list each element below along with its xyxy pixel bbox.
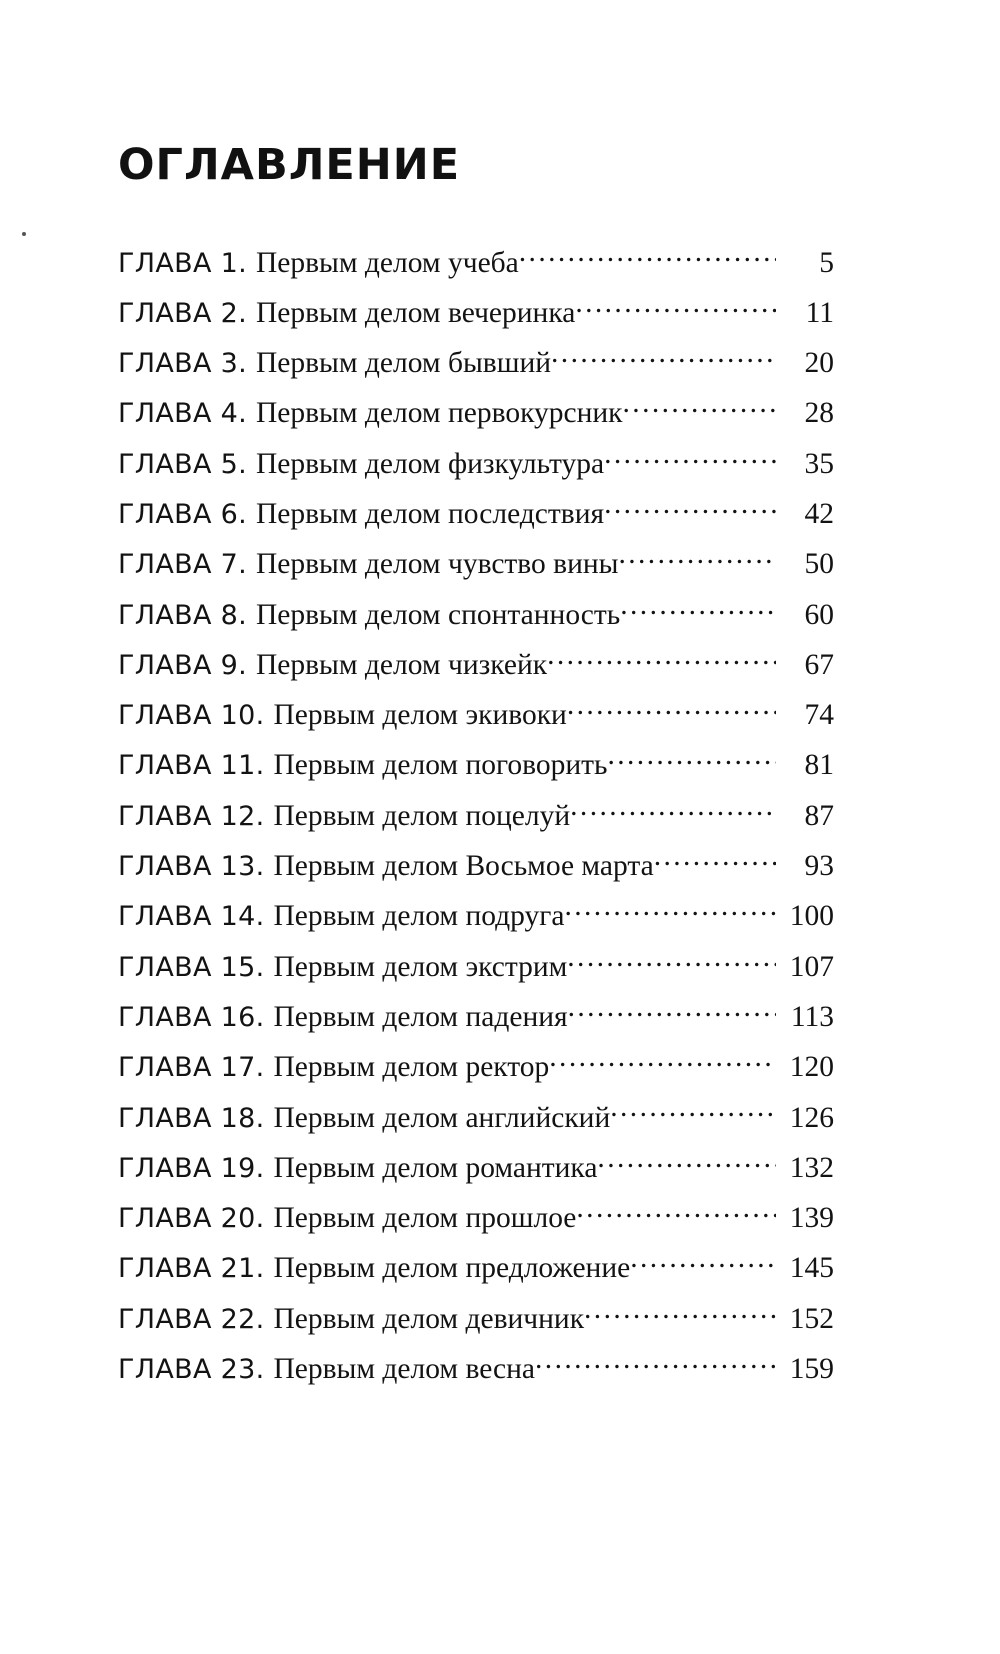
toc-chapter-label: ГЛАВА 9. <box>118 649 247 681</box>
toc-entry[interactable] <box>118 947 834 997</box>
toc-chapter-title: Первым делом Восьмое марта <box>273 850 654 883</box>
toc-chapter-title: Первым делом падения <box>273 1000 568 1033</box>
toc-page-number: 50 <box>804 548 834 581</box>
toc-chapter-title: Первым делом весна <box>273 1353 536 1386</box>
toc-chapter-label: ГЛАВА 10. <box>118 700 265 732</box>
toc-page-number: 60 <box>804 598 834 631</box>
toc-dot-leader <box>568 997 776 1026</box>
toc-dot-leader <box>607 746 776 775</box>
toc-entry[interactable] <box>118 444 834 494</box>
toc-entry[interactable] <box>118 897 834 947</box>
toc-dot-leader <box>654 847 776 876</box>
toc-page-number: 139 <box>789 1202 834 1235</box>
toc-chapter-label: ГЛАВА 11. <box>118 750 265 782</box>
toc-chapter-title: Первым делом ректор <box>273 1051 550 1084</box>
toc-chapter-title: Первым делом спонтанность <box>255 598 621 631</box>
toc-entry[interactable] <box>118 344 834 394</box>
toc-entry[interactable] <box>118 293 834 343</box>
toc-chapter-title: Первым делом прошлое <box>273 1202 577 1235</box>
toc-dot-leader <box>519 243 776 272</box>
toc-chapter-label: ГЛАВА 17. <box>118 1052 265 1084</box>
toc-chapter-label: ГЛАВА 15. <box>118 951 265 983</box>
toc-entry[interactable] <box>118 243 834 293</box>
toc-entry[interactable] <box>118 1048 834 1098</box>
print-speck <box>22 232 26 236</box>
toc-page-number: 152 <box>789 1302 834 1335</box>
toc-page-number: 74 <box>804 699 834 732</box>
toc-entry[interactable] <box>118 1148 834 1198</box>
toc-entry[interactable] <box>118 1199 834 1249</box>
toc-entry[interactable] <box>118 796 834 846</box>
toc-dot-leader <box>576 1199 776 1228</box>
toc-entry[interactable] <box>118 1249 834 1299</box>
toc-chapter-title: Первым делом девичник <box>273 1302 585 1335</box>
toc-chapter-title: Первым делом первокурсник <box>255 397 623 430</box>
toc-page-number: 28 <box>804 397 834 430</box>
toc-dot-leader <box>610 1098 776 1127</box>
toc-entry[interactable] <box>118 1350 834 1400</box>
toc-dot-leader <box>597 1148 776 1177</box>
toc-chapter-label: ГЛАВА 19. <box>118 1152 265 1184</box>
page-title: ОГЛАВЛЕНИЕ <box>118 140 461 190</box>
toc-chapter-title: Первым делом английский <box>273 1101 611 1134</box>
toc-entry[interactable] <box>118 494 834 544</box>
toc-page-number: 120 <box>789 1051 834 1084</box>
toc-chapter-label: ГЛАВА 13. <box>118 851 265 883</box>
toc-dot-leader <box>575 293 776 322</box>
toc-dot-leader <box>564 897 776 926</box>
toc-page-number: 20 <box>804 347 834 380</box>
toc-dot-leader <box>584 1299 776 1328</box>
toc-chapter-label: ГЛАВА 8. <box>118 599 247 631</box>
toc-chapter-title: Первым делом чувство вины <box>255 548 619 581</box>
toc-chapter-label: ГЛАВА 2. <box>118 297 247 329</box>
toc-chapter-label: ГЛАВА 6. <box>118 498 247 530</box>
toc-page-number: 35 <box>804 447 834 480</box>
toc-chapter-label: ГЛАВА 23. <box>118 1354 265 1386</box>
toc-page-number: 5 <box>819 246 834 279</box>
toc-dot-leader <box>567 947 776 976</box>
toc-chapter-title: Первым делом экивоки <box>273 699 567 732</box>
toc-dot-leader <box>567 696 776 725</box>
toc-entry[interactable] <box>118 746 834 796</box>
toc-page-number: 113 <box>790 1000 834 1033</box>
toc-entry[interactable] <box>118 696 834 746</box>
toc-entry[interactable] <box>118 997 834 1047</box>
table-of-contents <box>118 243 834 1400</box>
toc-page-number: 107 <box>789 950 834 983</box>
toc-dot-leader <box>620 595 776 624</box>
toc-chapter-title: Первым делом экстрим <box>273 950 568 983</box>
toc-dot-leader <box>549 1048 776 1077</box>
toc-page-number: 11 <box>805 296 834 329</box>
toc-chapter-title: Первым делом предложение <box>273 1252 631 1285</box>
toc-dot-leader <box>535 1350 776 1379</box>
toc-chapter-title: Первым делом поцелуй <box>273 799 571 832</box>
toc-chapter-label: ГЛАВА 12. <box>118 800 265 832</box>
toc-chapter-title: Первым делом последствия <box>255 497 605 530</box>
toc-entry[interactable] <box>118 1098 834 1148</box>
toc-chapter-title: Первым делом учеба <box>255 246 519 279</box>
toc-chapter-label: ГЛАВА 18. <box>118 1102 265 1134</box>
toc-entry[interactable] <box>118 595 834 645</box>
toc-page-number: 81 <box>804 749 834 782</box>
toc-page-number: 42 <box>804 497 834 530</box>
toc-dot-leader <box>551 344 776 373</box>
toc-chapter-title: Первым делом бывший <box>255 347 552 380</box>
toc-chapter-title: Первым делом физкультура <box>255 447 605 480</box>
toc-chapter-label: ГЛАВА 22. <box>118 1303 265 1335</box>
toc-entry[interactable] <box>118 847 834 897</box>
toc-page-number: 145 <box>789 1252 834 1285</box>
toc-page-number: 159 <box>789 1353 834 1386</box>
toc-entry[interactable] <box>118 645 834 695</box>
toc-chapter-title: Первым делом вечеринка <box>255 296 576 329</box>
toc-entry[interactable] <box>118 1299 834 1349</box>
toc-chapter-title: Первым делом романтика <box>273 1151 598 1184</box>
toc-chapter-label: ГЛАВА 3. <box>118 348 247 380</box>
toc-chapter-label: ГЛАВА 21. <box>118 1253 265 1285</box>
toc-dot-leader <box>618 545 776 574</box>
toc-chapter-title: Первым делом поговорить <box>273 749 608 782</box>
toc-dot-leader <box>547 645 776 674</box>
toc-page-number: 132 <box>789 1151 834 1184</box>
toc-page-number: 100 <box>789 900 834 933</box>
toc-page-number: 67 <box>804 648 834 681</box>
toc-page-number: 126 <box>789 1101 834 1134</box>
toc-chapter-label: ГЛАВА 5. <box>118 448 247 480</box>
toc-page-number: 93 <box>804 850 834 883</box>
toc-page-number: 87 <box>804 799 834 832</box>
toc-dot-leader <box>630 1249 776 1278</box>
toc-chapter-label: ГЛАВА 7. <box>118 549 247 581</box>
toc-dot-leader <box>570 796 776 825</box>
toc-chapter-label: ГЛАВА 1. <box>118 247 247 279</box>
toc-chapter-label: ГЛАВА 16. <box>118 1001 265 1033</box>
toc-chapter-title: Первым делом подруга <box>273 900 565 933</box>
toc-chapter-title: Первым делом чизкейк <box>255 648 548 681</box>
toc-entry[interactable] <box>118 545 834 595</box>
toc-chapter-label: ГЛАВА 14. <box>118 901 265 933</box>
toc-dot-leader <box>604 444 776 473</box>
toc-dot-leader <box>604 494 776 523</box>
toc-chapter-label: ГЛАВА 4. <box>118 398 247 430</box>
toc-dot-leader <box>623 394 776 423</box>
toc-chapter-label: ГЛАВА 20. <box>118 1203 265 1235</box>
toc-entry[interactable] <box>118 394 834 444</box>
